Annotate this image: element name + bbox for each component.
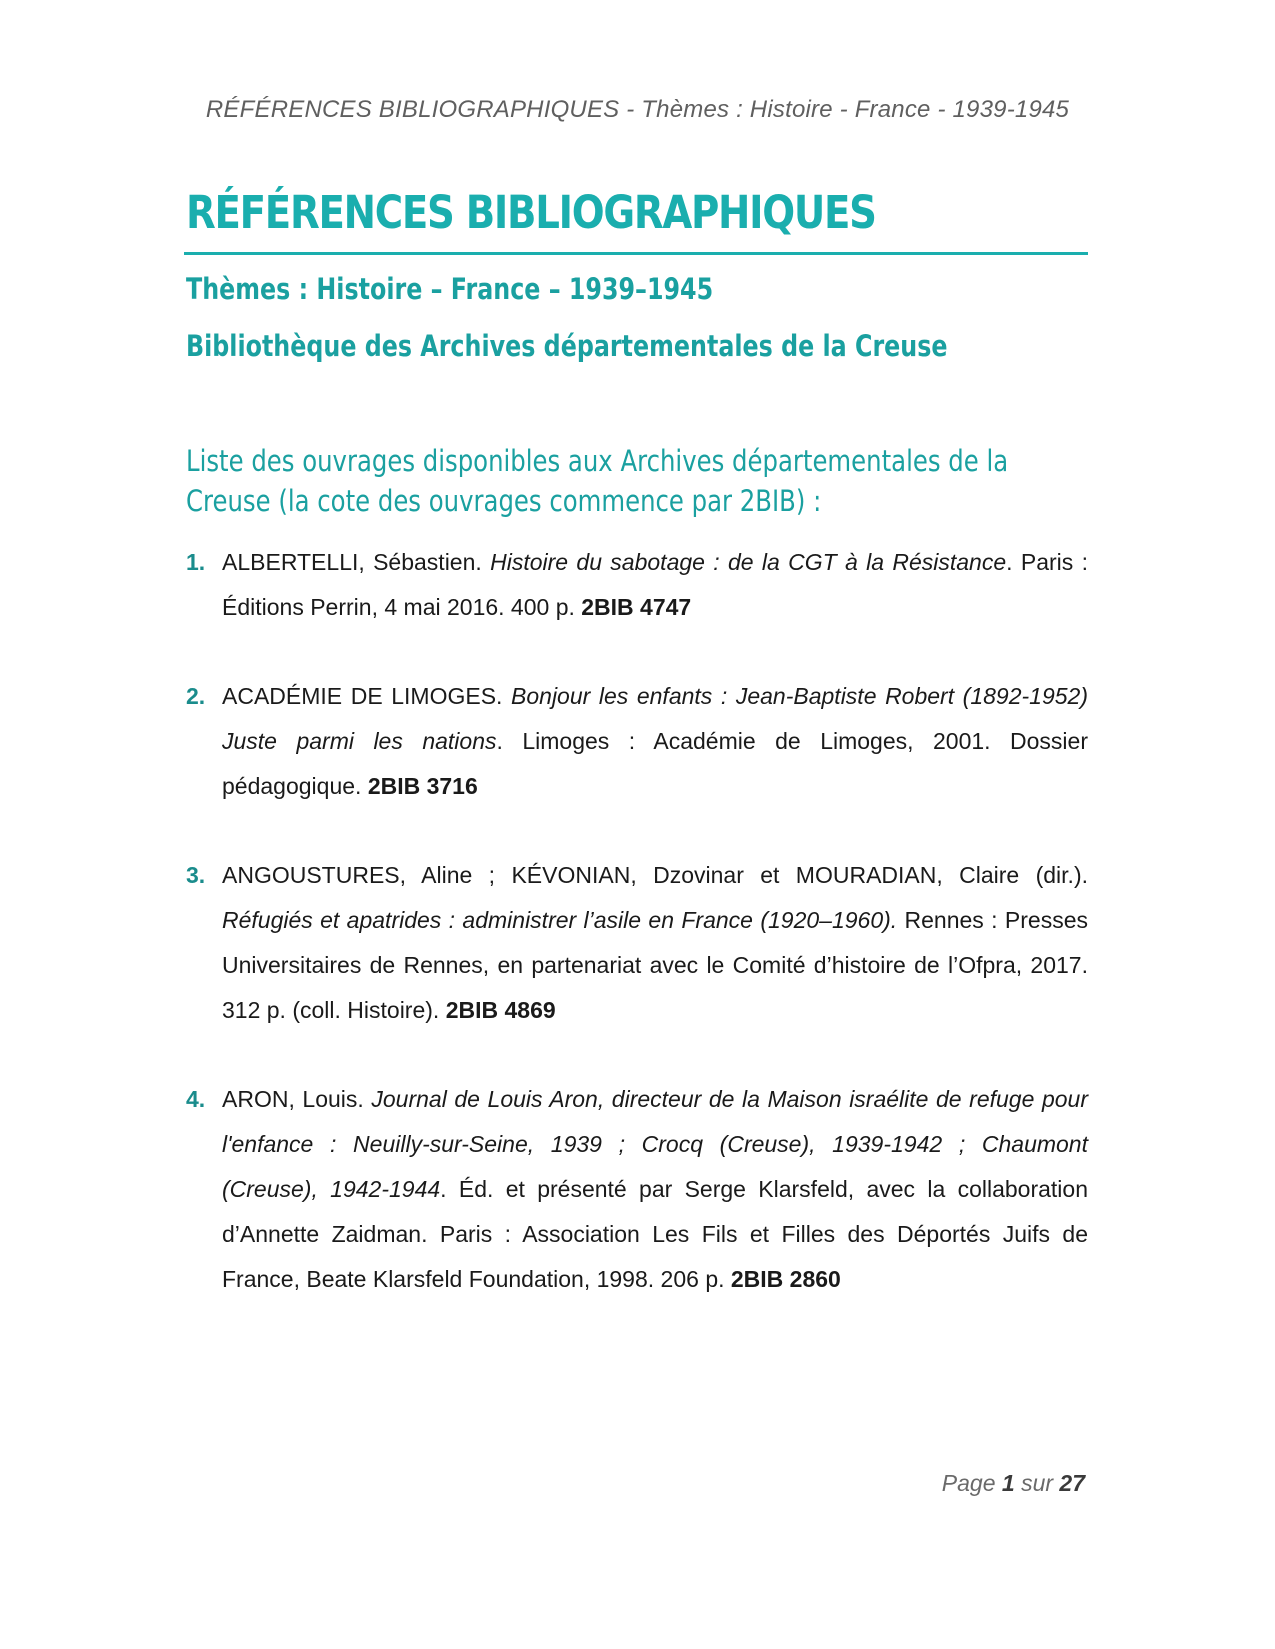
bibliography-entry <box>186 853 1088 1033</box>
entry-details: . Paris : Éditions Perrin, 4 mai 2016. 400 p. <box>222 549 1088 620</box>
library-subtitle: Bibliothèque des Archives départementales de la Creuse <box>186 329 948 363</box>
total-pages: 27 <box>1059 1470 1085 1496</box>
entry-details: . Éd. et présenté par Serge Klarsfeld, avec la collaboration d’Annette Zaidman. Paris : Association Les Fils et Filles des Déportés Juifs de France, Beate Klarsfeld Foundation, 1998. 206 p. <box>222 1176 1089 1292</box>
entry-number: 2. <box>186 683 206 709</box>
entry-details: Rennes : Presses Universitaires de Rennes, en partenariat avec le Comité d’histoire de l’Ofpra, 2017. 312 p. (coll. Histoire). <box>222 907 1088 1023</box>
entry-cote: 2BIB 4869 <box>445 997 556 1023</box>
entry-number: 3. <box>186 862 206 888</box>
entry-details: . Limoges : Académie de Limoges, 2001. Dossier pédagogique. <box>222 728 1088 799</box>
page-label: Page <box>941 1470 996 1496</box>
themes-subtitle: Thèmes : Histoire – France – 1939–1945 <box>186 272 714 306</box>
bibliography-entry <box>186 1077 1088 1302</box>
entry-cote: 2BIB 3716 <box>367 773 478 799</box>
page-number <box>942 1470 1085 1497</box>
of-label: sur <box>1021 1470 1054 1496</box>
entry-authors: ACADÉMIE DE LIMOGES. <box>222 683 512 709</box>
page-title: RÉFÉRENCES BIBLIOGRAPHIQUES <box>186 186 876 239</box>
intro-heading: Liste des ouvrages disponibles aux Archives départementales de la Creuse (la cote des ouvrages commence par 2BIB) : <box>186 444 1009 518</box>
title-underline <box>184 252 1088 255</box>
entry-authors: ALBERTELLI, Sébastien. <box>222 549 491 575</box>
entry-title: Réfugiés et apatrides : administrer l’asile en France (1920–1960). <box>222 907 898 933</box>
running-header: RÉFÉRENCES BIBLIOGRAPHIQUES - Thèmes : Histoire - France - 1939-1945 <box>205 96 1070 123</box>
bibliography-entry <box>186 674 1088 809</box>
entry-number: 4. <box>186 1086 206 1112</box>
entry-title: Journal de Louis Aron, directeur de la Maison israélite de refuge pour l'enfance : Neuilly-sur-Seine, 1939 ; Crocq (Creuse), 1939-1942 ; Chaumont (Creuse), 1942-1944 <box>222 1086 1088 1202</box>
entry-cote: 2BIB 4747 <box>581 594 692 620</box>
bibliography-list <box>186 540 1088 1346</box>
entry-title: Bonjour les enfants : Jean-Baptiste Robert (1892-1952) Juste parmi les nations <box>222 683 1088 754</box>
entry-cote: 2BIB 2860 <box>730 1266 841 1292</box>
entry-authors: ARON, Louis. <box>222 1086 372 1112</box>
entry-title: Histoire du sabotage : de la CGT à la Résistance <box>490 549 1007 575</box>
entry-number: 1. <box>186 549 206 575</box>
bibliography-entry <box>186 540 1088 630</box>
entry-authors: ANGOUSTURES, Aline ; KÉVONIAN, Dzovinar et MOURADIAN, Claire (dir.). <box>222 862 1088 888</box>
current-page: 1 <box>1001 1470 1015 1496</box>
